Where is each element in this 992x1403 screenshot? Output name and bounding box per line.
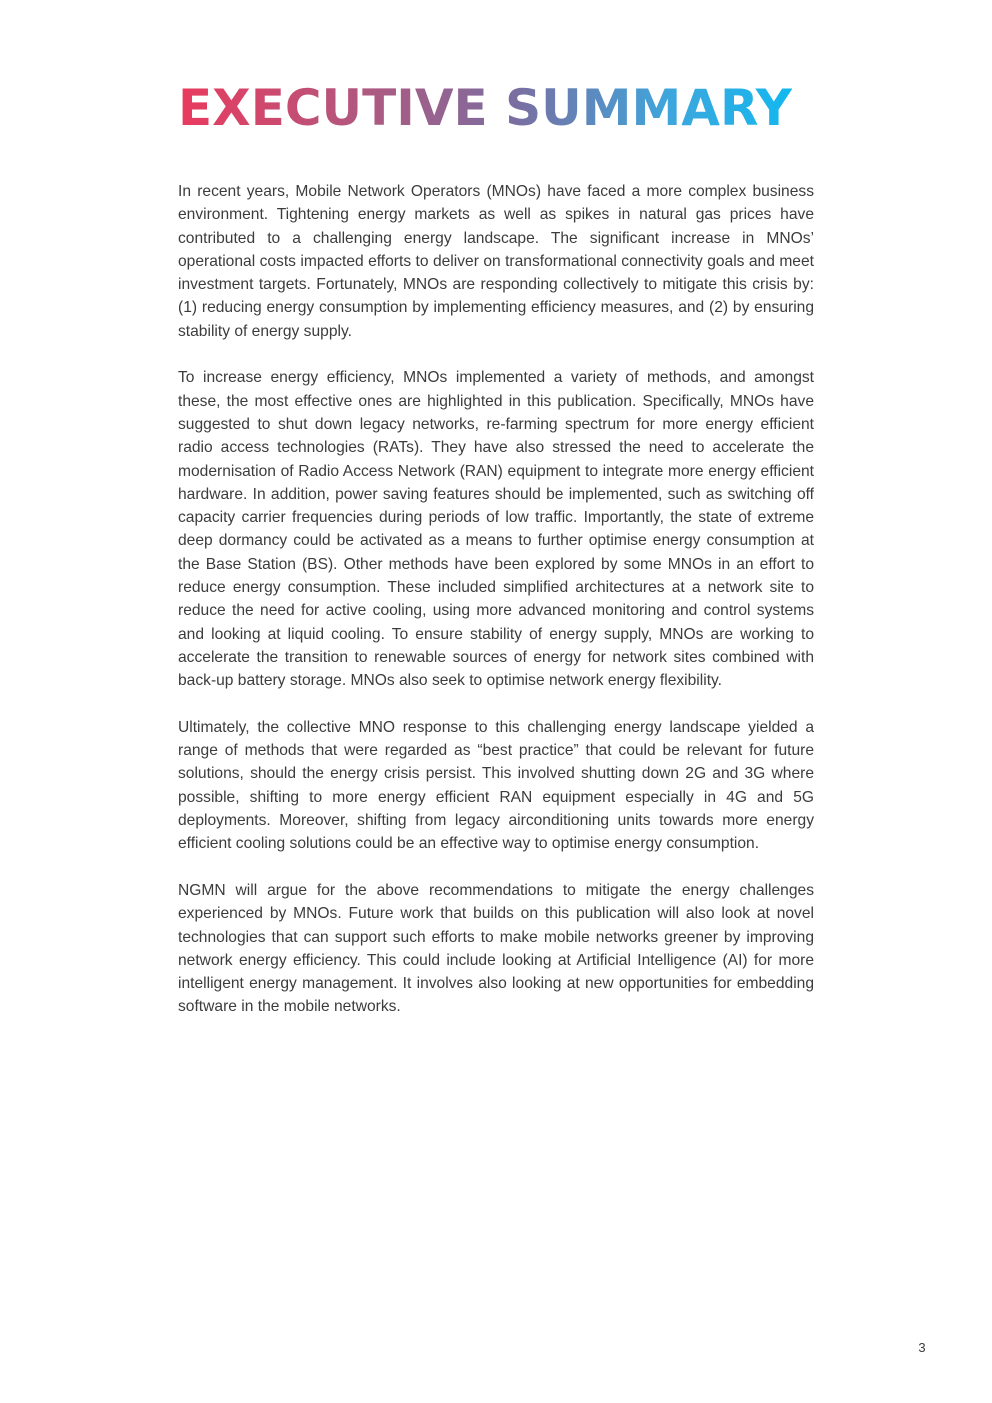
paragraph-4: NGMN will argue for the above recommendations to mitigate the energy challenges experienced by MNOs. Future work that builds on this publication will also look at novel technologies that can support such efforts to make mobile networks greener by improving network energy efficiency. This could include looking at Artificial Intelligence (AI) for more intelligent energy management. It involves also looking at new opportunities for embedding software in the mobile networks. <box>178 881 814 1016</box>
page-number: 3 <box>918 1340 926 1355</box>
paragraph-2: To increase energy efficiency, MNOs implemented a variety of methods, and amongst these, the most effective ones are highlighted in this publication. Specifically, MNOs have suggested to shut down legacy networks, re-farming spectrum for more energy efficient radio access technologies (RATs). They have also stressed the need to accelerate the modernisation of Radio Access Network (RAN) equipment to integrate more energy efficient hardware. In addition, power saving features should be implemented, such as switching off capacity carrier frequencies during periods of low traffic. Importantly, the state of extreme deep dormancy could be activated as a means to further optimise energy consumption at the Base Station (BS). Other methods have been explored by some MNOs in an effort to reduce energy consumption. These included simplified architectures at a network site to reduce the need for active cooling, using more advanced monitoring and control systems and looking at liquid cooling. To ensure stability of energy supply, MNOs are working to accelerate the transition to renewable sources of energy for network sites combined with back-up battery storage. MNOs also seek to optimise network energy flexibility. <box>178 369 814 690</box>
page-title: EXECUTIVE SUMMARY <box>178 79 792 137</box>
summary-body <box>178 180 814 1042</box>
paragraph-3: Ultimately, the collective MNO response to this challenging energy landscape yielded a range of methods that were regarded as “best practice” that could be relevant for future solutions, should the energy crisis persist. This involved shutting down 2G and 3G where possible, shifting to more energy efficient RAN equipment especially in 4G and 5G deployments. Moreover, shifting from legacy airconditioning units towards more energy efficient cooling solutions could be an effective way to optimise energy consumption. <box>178 718 814 853</box>
paragraph-1: In recent years, Mobile Network Operators (MNOs) have faced a more complex business environment. Tightening energy markets as well as spikes in natural gas prices have contributed to a challenging energy landscape. The significant increase in MNOs’ operational costs impacted efforts to deliver on transformational connectivity goals and meet investment targets. Fortunately, MNOs are responding collectively to mitigate this crisis by: (1) reducing energy consumption by implementing efficiency measures, and (2) by ensuring stability of energy supply. <box>178 183 814 340</box>
